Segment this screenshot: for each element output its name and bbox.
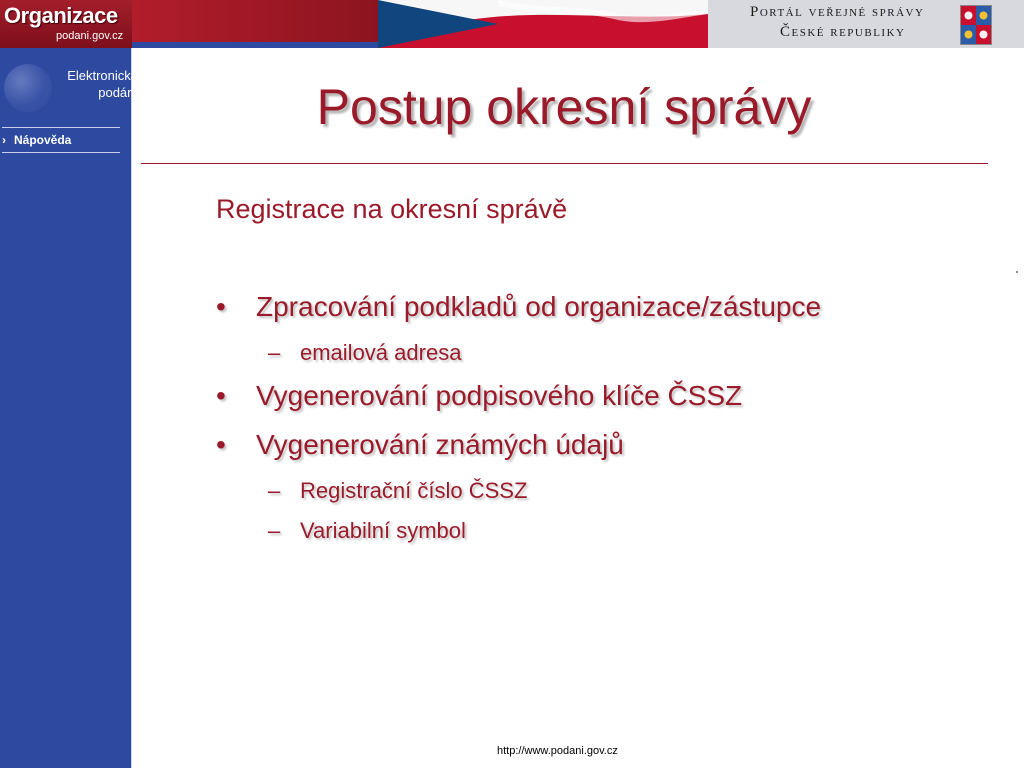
bullet-text: Vygenerování známých údajů [256,429,624,460]
portal-banner[interactable] [708,0,1024,48]
bullet-icon: • [216,291,226,322]
sidebar-item-label: Nápověda [14,133,72,147]
brand-logo[interactable] [0,0,132,48]
sub-bullet-text: Registrační číslo ČSSZ [300,478,528,503]
sidebar-item-napoveda[interactable] [2,132,120,150]
footer-url-link[interactable]: http://www.podani.gov.cz [497,745,618,757]
sidebar-section-label-line1: Elektronická [67,68,138,83]
sub-bullet-text: Variabilní symbol [300,518,466,543]
bullet-icon: • [216,429,226,460]
state-crest-icon [960,5,992,45]
portal-title-line1: Portál veřejné správy [750,4,925,20]
dash-icon: – [268,518,281,543]
chevron-right-icon: › [2,133,6,147]
bullet-text: Zpracování podkladů od organizace/zástupce [256,291,822,322]
page-header [0,0,1024,48]
header-banner [132,0,378,48]
portal-title-line2: České republiky [780,24,906,40]
dash-icon: – [268,340,281,365]
sidebar-divider-bottom [2,152,120,153]
decorative-dot [1016,271,1018,273]
sidebar-divider [131,48,132,768]
brand-domain: podani.gov.cz [56,30,124,42]
bullet-icon: • [216,380,226,411]
title-divider [141,163,988,164]
sidebar-divider-top [2,127,120,128]
page-title: Postup okresní správy [316,79,812,135]
slide-subtitle: Registrace na okresní správě [216,194,568,224]
sidebar [0,48,138,768]
brand-title: Organizace [4,3,118,28]
dash-icon: – [268,478,281,503]
sidebar-section-label-line2: podání [98,85,138,100]
bullet-text: Vygenerování podpisového klíče ČSSZ [256,380,743,411]
czech-flag-image [378,0,708,48]
sub-bullet-text: emailová adresa [300,340,462,365]
sidebar-section-logo[interactable] [2,58,138,112]
